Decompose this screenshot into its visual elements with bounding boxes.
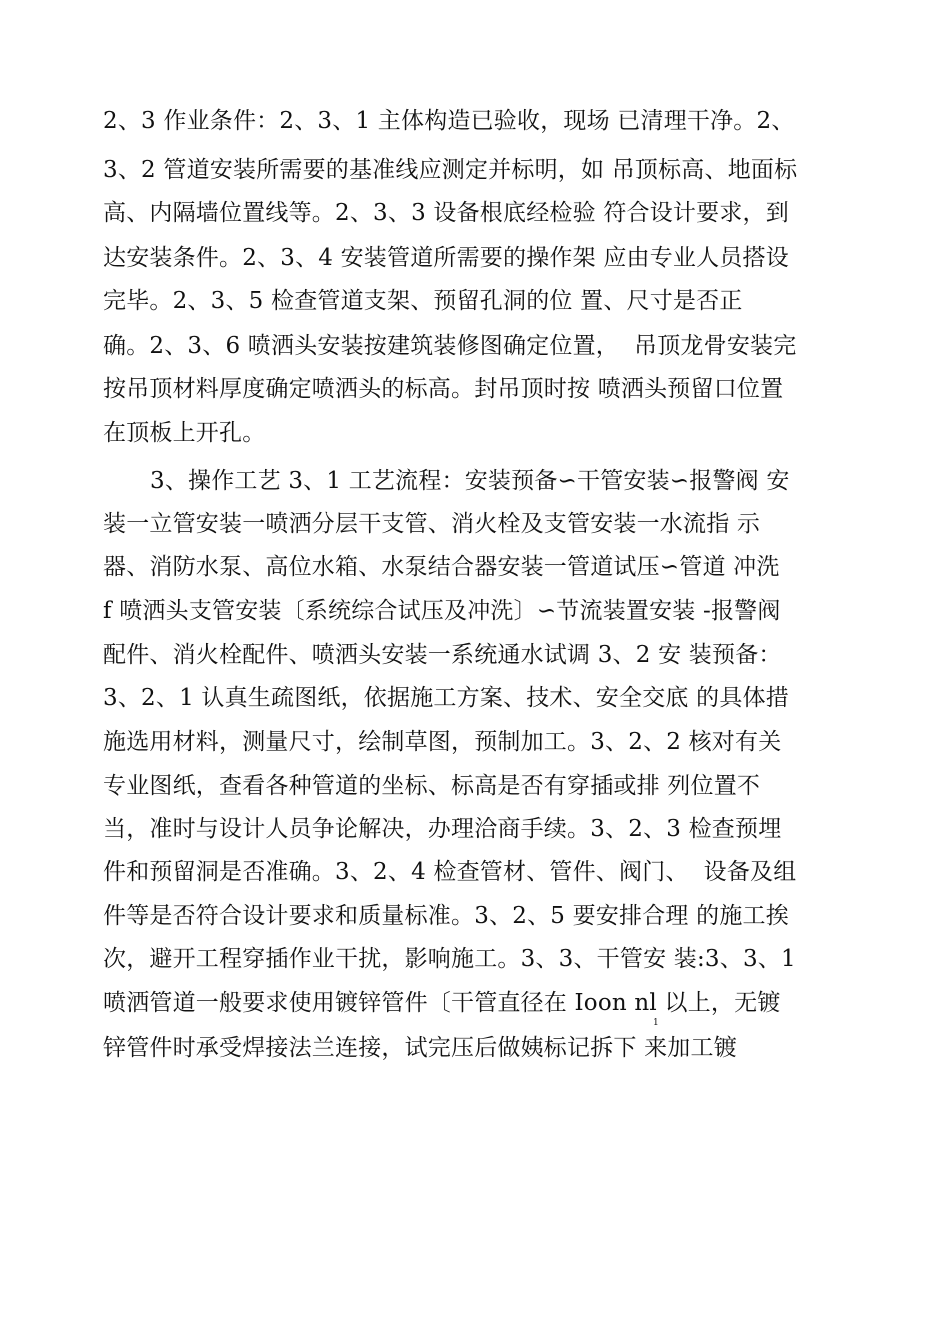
text-line: 达安装条件。2、3、4 安装管道所需要的操作架 应由专业人员搭设 xyxy=(103,245,789,271)
text-line: 完毕。2、3、5 检查管道支架、预留孔洞的位 置、尺寸是否正 xyxy=(103,288,743,314)
text-line: 在顶板上开孔。 xyxy=(103,420,266,446)
text-line: 3、2、1 认真生疏图纸，依据施工方案、技术、安全交底 的具体措 xyxy=(103,685,789,711)
stray-mark: 1 xyxy=(653,1018,659,1028)
text-line: 专业图纸，查看各种管道的坐标、标高是否有穿插或排 列位置不 xyxy=(103,773,761,799)
text-line: 配件、消火栓配件、喷洒头安装一系统通水试调 3、2 安 装预备： xyxy=(103,642,782,668)
text-line: 锌管件时承受焊接法兰连接，试完压后做姨标记拆下 来加工镀 xyxy=(103,1035,737,1061)
text-line: 喷洒管道一般要求使用镀锌管件〔干管直径在 Ioon nl 以上，无镀 xyxy=(103,990,781,1016)
text-line: 高、内隔墙位置线等。2、3、3 设备根底经检验 符合设计要求，到 xyxy=(103,200,789,226)
text-line: 件和预留洞是否准确。3、2、4 检查管材、管件、阀门、 设备及组 xyxy=(103,859,797,885)
text-line: 2、3 作业条件：2、3、1 主体构造已验收，现场 已清理干净。2、 xyxy=(103,108,795,134)
text-line: 件等是否符合设计要求和质量标准。3、2、5 要安排合理 的施工挨 xyxy=(103,903,789,929)
text-line: f 喷洒头支管安装〔系统综合试压及冲洗〕∽节流装置安装 -报警阀 xyxy=(103,598,781,624)
text-line: 确。2、3、6 喷洒头安装按建筑装修图确定位置， 吊顶龙骨安装完 xyxy=(103,333,797,359)
text-line: 当，准时与设计人员争论解决，办理洽商手续。3、2、3 检查预埋 xyxy=(103,816,782,842)
text-line: 按吊顶材料厚度确定喷洒头的标高。封吊顶时按 喷洒头预留口位置 xyxy=(103,376,784,402)
text-line: 器、消防水泵、高位水箱、水泵结合器安装一管道试压∽管道 冲洗 xyxy=(103,554,780,580)
text-line: 3、操作工艺 3、1 工艺流程：安装预备∽干管安装∽报警阀 安 xyxy=(150,468,790,494)
text-line: 装一立管安装一喷洒分层干支管、消火栓及支管安装一水流指 示 xyxy=(103,511,761,537)
text-line: 3、2 管道安装所需要的基准线应测定并标明，如 吊顶标高、地面标 xyxy=(103,157,798,183)
text-line: 施选用材料，测量尺寸，绘制草图，预制加工。3、2、2 核对有关 xyxy=(103,729,782,755)
text-line: 次，避开工程穿插作业干扰，影响施工。3、3、干管安 装:3、3、1 xyxy=(103,946,796,972)
